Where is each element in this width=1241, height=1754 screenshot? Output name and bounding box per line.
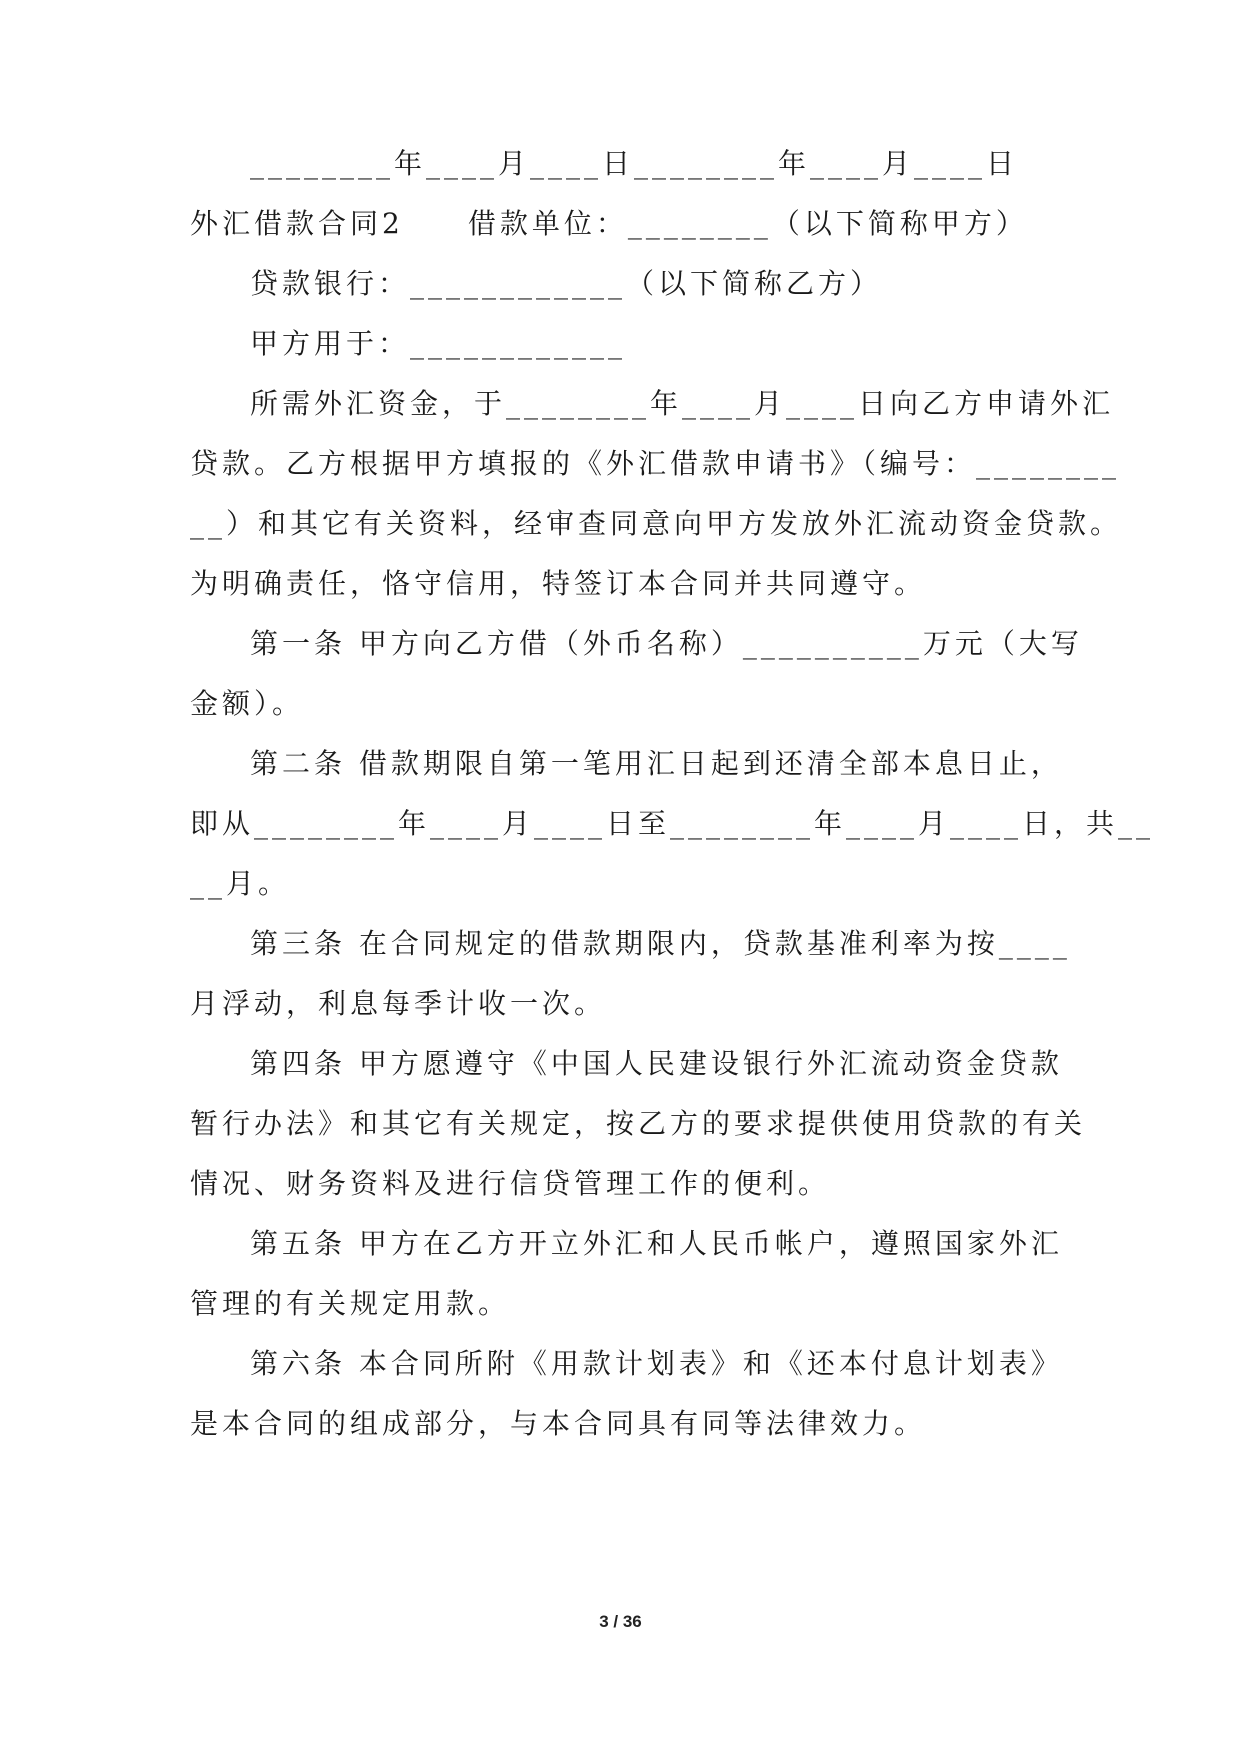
paragraph-line: 贷款。乙方根据甲方填报的《外汇借款申请书》（编号：________ [190,447,1121,480]
paragraph-line: 为明确责任，恪守信用，特签订本合同并共同遵守。 [190,567,927,600]
paragraph-line: 是本合同的组成部分，与本合同具有同等法律效力。 [190,1407,927,1440]
contract-title-line: 外汇借款合同2 借款单位：________（以下简称甲方） [190,207,1028,240]
article-4-line: 第四条 甲方愿遵守《中国人民建设银行外汇流动资金贷款 [250,1047,1063,1080]
paragraph-line: __月。 [190,867,291,900]
paragraph-line: 即从________年____月____日至________年____月____日，共__ [190,807,1155,840]
date-blank-line: ________年____月____日________年____月____日 [250,147,1019,180]
paragraph-line: 管理的有关规定用款。 [190,1287,511,1320]
article-1-line: 第一条 甲方向乙方借（外币名称）__________万元（大写 [250,627,1083,660]
lender-bank-line: 贷款银行：____________（以下简称乙方） [250,267,883,300]
paragraph-line: 月浮动，利息每季计收一次。 [190,987,607,1020]
paragraph-line: 所需外汇资金，于________年____月____日向乙方申请外汇 [250,387,1115,420]
purpose-line: 甲方用于：____________ [250,327,627,360]
paragraph-line: 情况、财务资料及进行信贷管理工作的便利。 [190,1167,831,1200]
article-3-line: 第三条 在合同规定的借款期限内，贷款基准利率为按____ [250,927,1071,960]
article-2-line: 第二条 借款期限自第一笔用汇日起到还清全部本息日止， [250,747,1063,780]
page-number: 3 / 36 [599,1612,642,1631]
paragraph-line: 金额）。 [190,687,305,720]
article-5-line: 第五条 甲方在乙方开立外汇和人民币帐户，遵照国家外汇 [250,1227,1063,1260]
article-6-line: 第六条 本合同所附《用款计划表》和《还本付息计划表》 [250,1347,1063,1380]
paragraph-line: __）和其它有关资料，经审查同意向甲方发放外汇流动资金贷款。 [190,507,1123,540]
paragraph-line: 暂行办法》和其它有关规定，按乙方的要求提供使用贷款的有关 [190,1107,1087,1140]
